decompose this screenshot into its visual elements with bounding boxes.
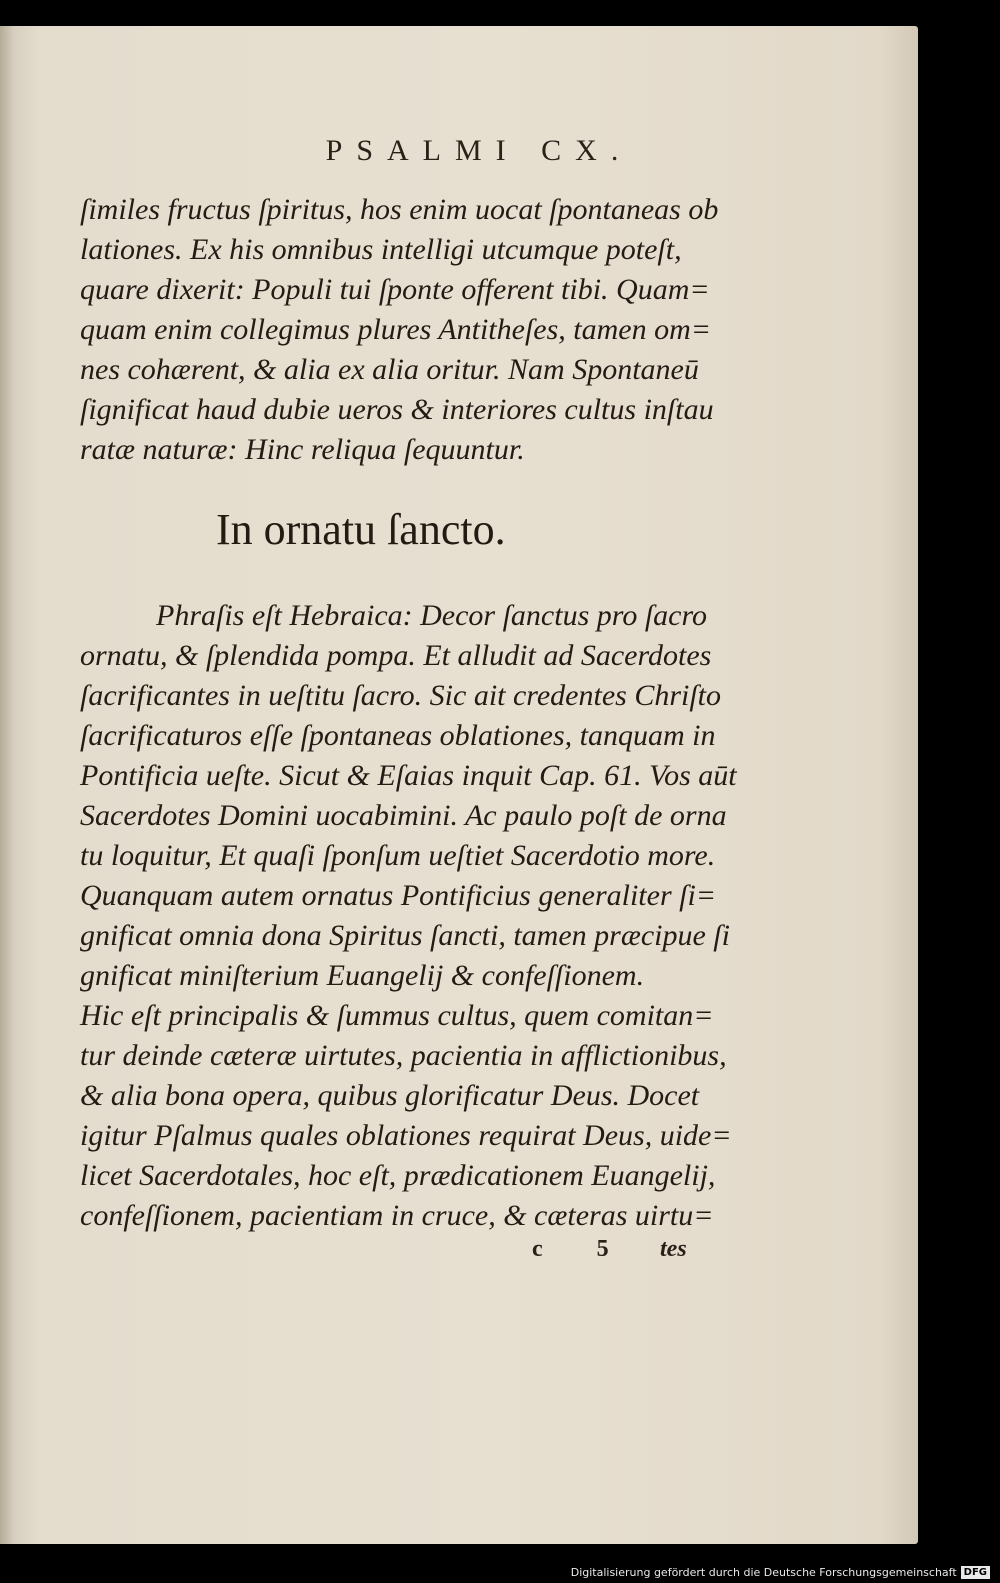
text-line: quam enim collegimus plures Antitheſes, tamen om= <box>80 313 711 346</box>
text-line: igitur Pſalmus quales oblationes requirat Deus, uide= <box>80 1119 732 1152</box>
text-line: ornatu, & ſplendida pompa. Et alludit ad Sacerdotes <box>80 639 712 672</box>
text-line: Sacerdotes Domini uocabimini. Ac paulo poſt de orna <box>80 799 727 832</box>
paragraph-1 <box>80 190 718 470</box>
running-head: PSALMI CX. <box>325 134 633 167</box>
text-line: tu loquitur, Et quaſi ſponſum ueſtiet Sacerdotio more. <box>80 839 716 872</box>
text-line: nes cohærent, & alia ex alia oritur. Nam Spontaneū <box>80 353 699 386</box>
dfg-logo: DFG <box>961 1566 990 1579</box>
text-line: ſimiles fructus ſpiritus, hos enim uocat ſpontaneas ob <box>80 193 719 226</box>
text-line: Hic eſt principalis & ſummus cultus, quem comitan= <box>80 999 714 1032</box>
credit-text: Digitalisierung gefördert durch die Deutsche Forschungsgemeinschaft <box>570 1566 957 1579</box>
book-page <box>0 26 918 1544</box>
text-line: & alia bona opera, quibus glorificatur Deus. Docet <box>80 1079 700 1112</box>
section-heading: In ornatu ſancto. <box>216 505 506 554</box>
text-line: quare dixerit: Populi tui ſponte offerent tibi. Quam= <box>80 273 710 306</box>
text-line: ſacrificantes in ueſtitu ſacro. Sic ait credentes Chriſto <box>80 679 722 712</box>
text-line: gnificat omnia dona Spiritus ſancti, tamen præcipue ſi <box>80 919 730 952</box>
text-line: ſignificat haud dubie ueros & interiores cultus inſtau <box>80 393 714 426</box>
text-line: tur deinde cæteræ uirtutes, pacientia in afflictionibus, <box>80 1039 727 1072</box>
text-line: confeſſionem, pacientiam in cruce, & cæteras uirtu= <box>80 1199 714 1232</box>
text-line: ratæ naturæ: Hinc reliqua ſequuntur. <box>80 433 525 466</box>
text-line: licet Sacerdotales, hoc eſt, prædicationem Euangelij, <box>80 1159 716 1192</box>
text-line: Quanquam autem ornatus Pontificius generaliter ſi= <box>80 879 717 912</box>
text-line: ſacrificaturos eſſe ſpontaneas oblationes, tanquam in <box>80 719 716 752</box>
signature-mark: c 5 <box>532 1236 633 1262</box>
text-line: lationes. Ex his omnibus intelligi utcumque poteſt, <box>80 233 682 266</box>
paragraph-2 <box>80 596 737 1236</box>
catchword: tes <box>660 1236 687 1262</box>
text-line: gnificat miniſterium Euangelij & confeſſionem. <box>80 959 645 992</box>
digitization-credit <box>571 1566 990 1579</box>
text-line: Pontificia ueſte. Sicut & Eſaias inquit Cap. 61. Vos aūt <box>80 759 737 792</box>
text-line: Phraſis eſt Hebraica: Decor ſanctus pro ſacro <box>156 599 708 632</box>
